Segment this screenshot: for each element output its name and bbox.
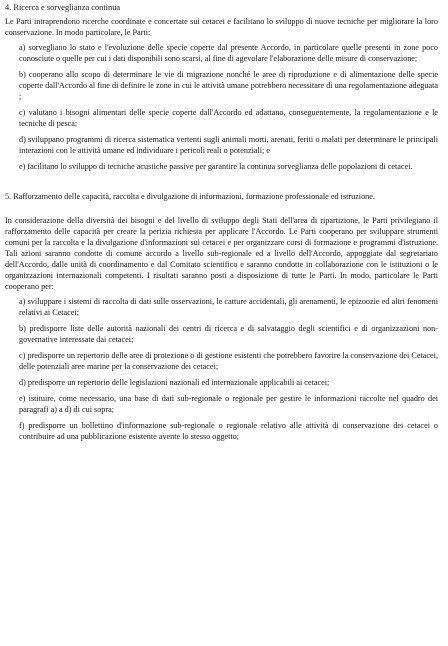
section-5-item-c: c) predisporre un repertorio delle aree di protezione o di gestione esistenti che potrebbero favorire la conservazione dei Cetacei, delle potenziali aree marine per la conservazione dei cetacei; — [19, 351, 438, 371]
section-4-item-c: c) valutano i bisogni alimentari delle specie coperte dall'Accordo ed adattano, conseguentemente, la regolamentazione e le tecniche di pesca; — [19, 108, 438, 128]
section-4-intro: Le Parti intraprendono ricerche coordinate e concertate sui cetacei e facilitano lo sviluppo di nuove tecniche per migliorare la loro conservazione. In modo particolare, le Parti: — [5, 17, 438, 37]
section-4-item-e: e) facilitano lo sviluppo di tecniche acustiche passive per garantire la continua sorveglianza delle popolazioni di cetacei. — [19, 162, 413, 171]
section-5-intro: In considerazione della diversità dei bisogni e del livello di sviluppo degli Stati dell'area di ripartizione, le Parti privilegiano il rafforzamento delle capacità per creare la perizia richiesta per applicare l'Accordo. Le Parti cooperano per sviluppare strumenti comuni per la raccolta e la divulgazione d'informazioni sui cetacei e per organizzare corsi di formazione e programmi d'istruzione. Tali azioni saranno condotte di comune accordo a livello sub-regionale ed a livello dell'Accordo, appoggiate dal segretariato dell'Accordo, dalle unità di coordinamento e dal Comitato scientifico e saranno condotte in collaborazione con le istituzioni o le organizzazioni internazionali competenti. I risultati saranno posti a disposizione di tutte le Parti. In modo, particolare le Parti cooperano per: — [5, 216, 438, 291]
section-5-item-e: e) istituire, come necessario, una base di dati sub-regionale o regionale per gestire le informazioni raccolte nel quadro dei paragrafi a) a d) di cui sopra; — [19, 394, 438, 414]
section-4-item-d: d) sviluppano programmi di ricerca sistematica vertenti sugli animali morti, arenati, feriti o malati per determinare le principali interazioni con le attività umane ed individuare i pericoli reali o potenziali; e — [19, 135, 438, 155]
section-5-item-a: a) sviluppare i sistemi di raccolta di dati sulle osservazioni, le catture accidentali, gli arenamenti, le epizoozie ed altri fenomeni relativi ai Cetacei; — [19, 297, 438, 317]
section-4-heading: 4. Ricerca e sorveglianza continua — [5, 3, 121, 12]
section-spacer — [5, 177, 438, 191]
section-5-item-b: b) predisporre liste delle autorità nazionali dei centri di ricerca e di salvataggio degli scientifici e di organizzazioni non-governative interessate dai cetacei; — [19, 324, 438, 344]
section-4-item-b: b) cooperano allo scopo di determinare le vie di migrazione nonché le aree di riproduzione e di alimentazione delle specie coperte dall'Accordo al fine di definire le zone in cui le attività umane potrebbero necessitare di una regolamentazione adeguata ; — [19, 70, 438, 101]
section-spacer — [5, 206, 438, 215]
section-4-item-a: a) sorvegliano lo stato e l'evoluzione delle specie coperte dal presente Accordo, in particolare quelle presenti in zone poco conosciute o quelle per cui i dati disponibili sono scarsi, al fine di agevolare l'elaborazione delle misure di conservazione; — [19, 43, 438, 63]
section-5-heading: 5. Rafforzamento delle capacità, raccolta e divulgazione di informazioni, formazione professionale ed istruzione. — [5, 192, 375, 201]
section-5-item-f: f) predisporre un bollettino d'informazione sub-regionale o regionale relativo alle attività di conservazione dei cetacei o contribuire ad una pubblicazione esistente avente lo stesso oggetto; — [19, 421, 438, 441]
section-5-item-d: d) predisporre un repertorio delle legislazioni nazionali ed internazionale applicabili ai cetacei; — [19, 378, 330, 387]
